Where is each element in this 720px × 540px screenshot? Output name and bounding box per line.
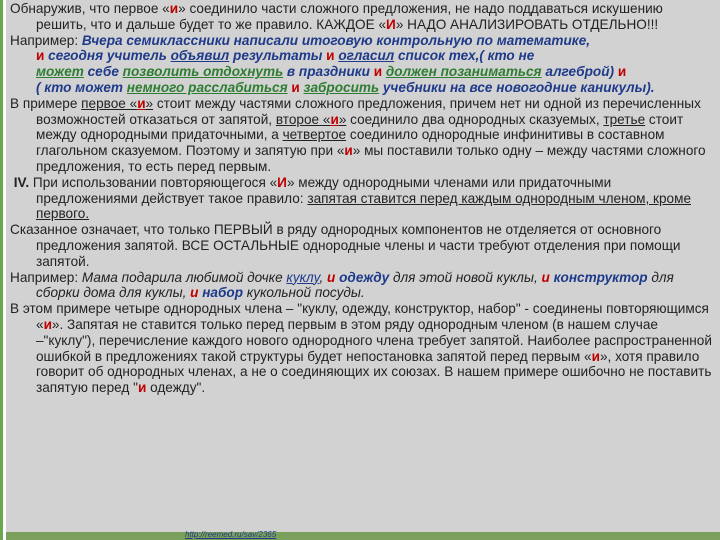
text: » соединило части сложного предложения, не надо поддаваться искушению решить, что и дальше будет то же правило. КАЖДОЕ « [36,1,663,32]
conjunction-highlight: и [43,316,52,332]
homogeneous-member: набор [198,285,244,301]
conjunction-highlight: и [291,79,300,95]
conjunction-highlight: и [137,95,146,111]
example-text: кукольной посуды. [243,285,365,301]
text: четвертое [282,127,347,143]
example-text: Вчера семиклассники написали итоговую контрольную по математике, [81,32,591,48]
text: », хотя правило говорит об однородных членах, а не о соединяющих их союзах. В нашем примере ошибочно не поставить запятую перед " [36,348,712,396]
example-text: алгеброй) [541,64,615,80]
example-predicate: должен позаниматься [385,64,542,80]
bottom-accent-bar [6,532,720,540]
example-text: для этой новой куклы, [389,269,542,285]
text: стоит между однородными придаточными, а [36,111,684,143]
example-text: учебники на все новогодние каникулы). [379,79,655,95]
example-text: учитель [106,48,171,64]
rule-number: IV. [13,174,30,190]
text: » [338,111,347,127]
example-text: Мама подарила любимой дочке [81,269,287,285]
example-text: в праздники [283,64,374,80]
example-predicate: забросить [303,79,380,95]
conjunction-highlight: и [327,269,336,285]
example-text: ( кто не [479,48,535,64]
example-predicate: объявил [170,48,230,64]
conjunction-highlight: и [617,64,627,80]
example-text: результаты [229,48,327,64]
paragraph-analysis [10,96,714,175]
example-predicate: немного расслабиться [126,79,288,95]
text: Сказанное означает, что только ПЕРВЫЙ в ряду однородных компонентов не отделяется от основного предложения запятой. ВСЕ ОСТАЛЬНЫЕ однородные члены и части требуют отделения при помощи запятой. [10,222,681,269]
text: » НАДО АНАЛИЗИРОВАТЬ ОТДЕЛЬНО!!! [395,16,659,32]
text: » [145,95,154,111]
conjunction-highlight: и [373,64,383,80]
conjunction-highlight: и [169,1,179,16]
source-link[interactable]: http://reemed.ru/sav/2365 [185,530,277,539]
text: первое « [81,95,138,111]
conjunction-highlight: и [190,285,199,301]
conjunction-highlight: и [137,380,147,396]
example-predicate: может [36,64,84,80]
text: одежду". [146,380,206,396]
text: третье [603,111,646,127]
example-label: Например: [10,32,82,48]
conjunction-highlight: и [330,111,339,127]
conjunction-highlight: И [386,16,396,32]
paragraph-intro [10,1,714,33]
example-text: ( кто может [36,79,127,95]
homogeneous-member: куклу [286,269,320,285]
conjunction-highlight: И [277,174,287,190]
example-text: себе [83,64,123,80]
text: второе « [275,111,331,127]
example-text: список тех, [394,48,480,64]
example-text: для сборки дома для куклы, [36,269,674,301]
text: стоит между частями сложного предложения, причем нет ни одной из перечисленных возможностей отказаться от запятой, [36,95,701,127]
text: » мы поставили только одну – между частями сложного предложения, то есть перед первым. [36,143,706,174]
text: соединило два однородных сказуемых, [346,111,604,127]
paragraph-example-1 [10,33,714,96]
homogeneous-member: конструктор [549,269,648,285]
text: В примере [10,95,82,111]
example-predicate: огласил [338,48,395,64]
conjunction-highlight: и [541,269,550,285]
example-predicate: позволить отдохнуть [122,64,284,80]
text: В этом примере четыре однородных члена – "куклу, одежду, конструктор, набор" - соединены повторяющимся « [10,301,709,332]
example-label: Например: [10,269,82,285]
example-text: сегодня [44,48,107,64]
text: При использовании повторяющегося « [29,174,278,190]
conjunction-highlight: и [591,348,600,364]
conjunction-highlight: и [326,48,335,64]
text: соединило однородные инфинитивы в составном глагольном сказуемом. Поэтому и запятую при « [36,127,665,159]
text-body [6,0,720,532]
homogeneous-member: одежду [335,269,390,285]
text: Обнаружив, что первое « [10,1,170,16]
paragraph-explanation [10,301,714,396]
conjunction-highlight: и [344,143,353,159]
text: » между однородными членами или придаточными предложениями действует такое правило: [36,174,612,206]
rule-statement: запятая ставится перед каждым однородным членом, кроме первого. [36,190,692,222]
paragraph-meaning [10,222,714,269]
conjunction-highlight: и [36,48,45,64]
paragraph-example-2 [10,270,714,302]
text: ». Запятая не ставится только перед первым в этом ряду однородным членом (в нашем случае –"куклу"), перечисление каждого нового однородного члена требует запятой. Наиболее распространенной ошибкой в предложениях такой структуры будет непостановка запятой перед первым « [36,316,712,364]
example-text: , [319,269,328,285]
paragraph-rule-iv [10,175,714,222]
